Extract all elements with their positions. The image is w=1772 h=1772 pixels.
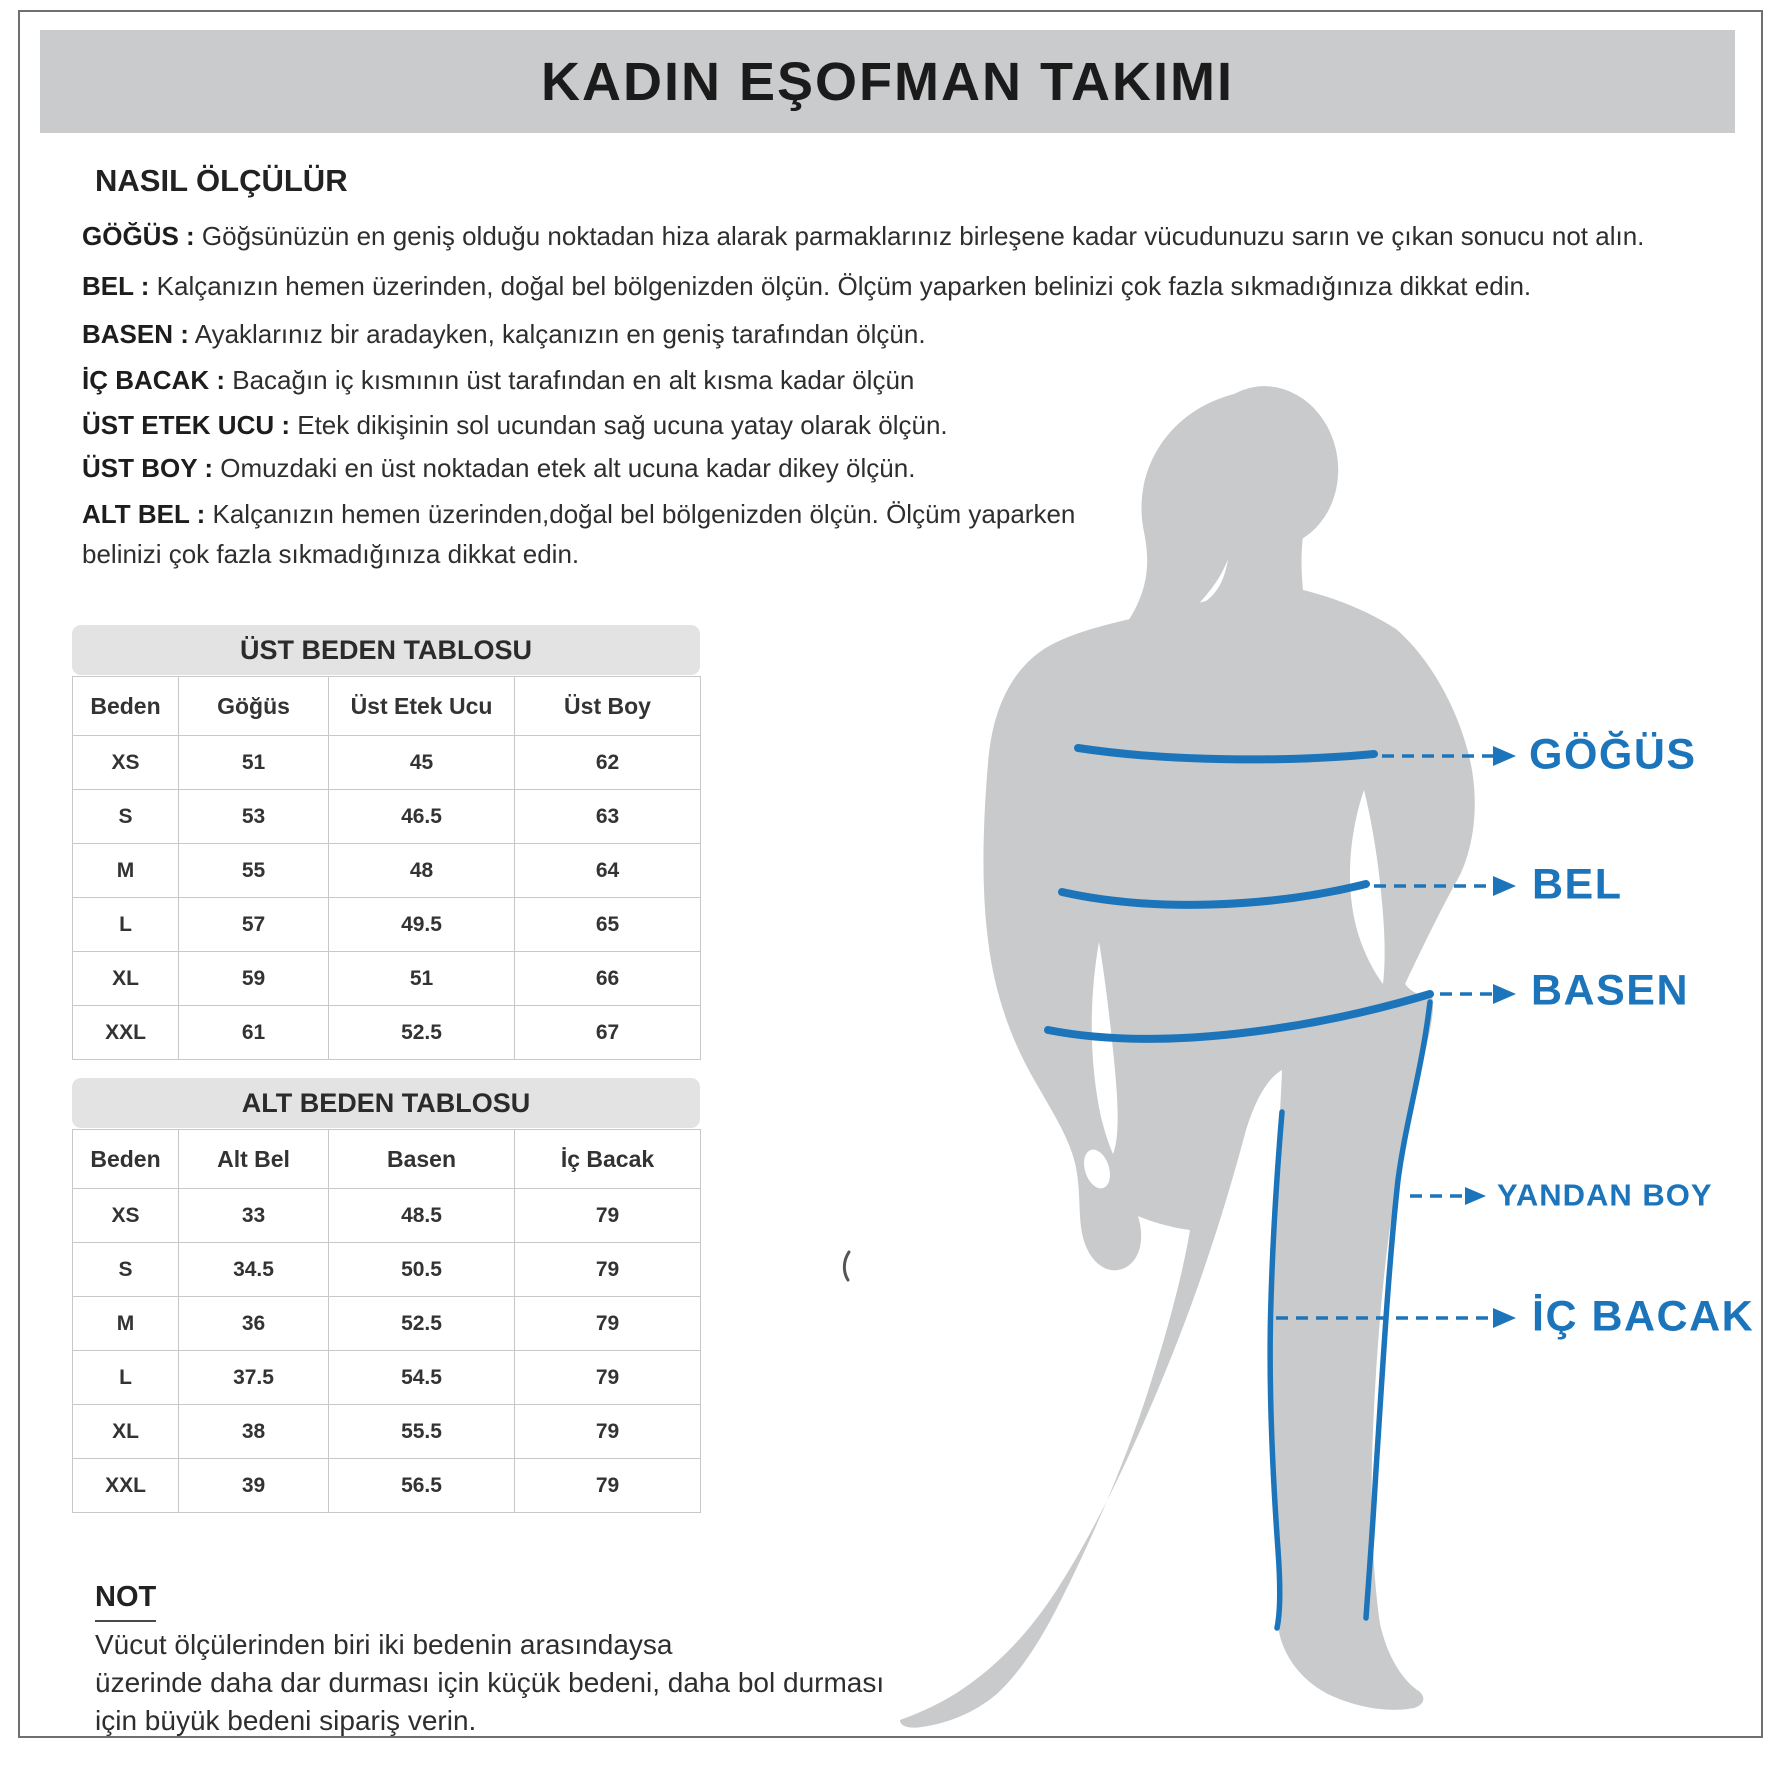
size-cell: S <box>73 790 179 844</box>
table-row <box>73 1006 701 1060</box>
value-cell: 46.5 <box>329 790 515 844</box>
size-cell: XL <box>73 1405 179 1459</box>
lower-size-table <box>72 1078 700 1513</box>
chest-label: GÖĞÜS <box>1529 730 1697 779</box>
size-cell: XS <box>73 736 179 790</box>
value-cell: 62 <box>515 736 701 790</box>
value-cell: 48.5 <box>329 1189 515 1243</box>
value-cell: 59 <box>179 952 329 1006</box>
measure-term: ALT BEL : <box>82 499 206 529</box>
value-cell: 55 <box>179 844 329 898</box>
value-cell: 34.5 <box>179 1243 329 1297</box>
inseam-label: İÇ BACAK <box>1532 1292 1755 1341</box>
table-row <box>73 1243 701 1297</box>
measure-definition <box>82 448 915 488</box>
value-cell: 51 <box>329 952 515 1006</box>
measure-definition <box>82 216 1644 256</box>
note-heading: NOT <box>95 1581 156 1622</box>
size-cell: L <box>73 1351 179 1405</box>
table-row <box>73 898 701 952</box>
column-header: Alt Bel <box>179 1130 329 1189</box>
size-cell: XXL <box>73 1006 179 1060</box>
size-cell: XXL <box>73 1459 179 1513</box>
value-cell: 39 <box>179 1459 329 1513</box>
value-cell: 38 <box>179 1405 329 1459</box>
table-row <box>73 1459 701 1513</box>
value-cell: 48 <box>329 844 515 898</box>
measure-term: ÜST BOY : <box>82 453 213 483</box>
measure-term: ÜST ETEK UCU : <box>82 410 290 440</box>
value-cell: 57 <box>179 898 329 952</box>
lower-size-grid <box>72 1129 701 1513</box>
value-cell: 67 <box>515 1006 701 1060</box>
hip-arrow-icon <box>1493 984 1516 1004</box>
value-cell: 64 <box>515 844 701 898</box>
value-cell: 45 <box>329 736 515 790</box>
table-row <box>73 1405 701 1459</box>
column-header: İç Bacak <box>515 1130 701 1189</box>
inseam-arrow-icon <box>1493 1308 1516 1328</box>
measure-term: GÖĞÜS : <box>82 221 195 251</box>
value-cell: 52.5 <box>329 1006 515 1060</box>
note-text <box>95 1626 1155 1740</box>
size-cell: M <box>73 1297 179 1351</box>
value-cell: 79 <box>515 1405 701 1459</box>
column-header: Basen <box>329 1130 515 1189</box>
upper-size-table <box>72 625 700 1060</box>
waist-arrow-icon <box>1493 876 1516 896</box>
measure-text: Kalçanızın hemen üzerinden, doğal bel bölgenizden ölçün. Ölçüm yaparken belinizi çok fazla sıkmadığınıza dikkat edin. <box>156 271 1532 301</box>
tick-mark <box>844 1252 849 1280</box>
page-title: KADIN EŞOFMAN TAKIMI <box>541 51 1234 112</box>
measure-text: Göğsünüzün en geniş olduğu noktadan hiza alarak parmaklarınız birleşene kadar vücudunuzu sarın ve çıkan sonucu not alın. <box>201 221 1645 251</box>
value-cell: 79 <box>515 1243 701 1297</box>
measure-definition <box>82 266 1531 306</box>
table-row <box>73 736 701 790</box>
column-header: Üst Etek Ucu <box>329 677 515 736</box>
value-cell: 51 <box>179 736 329 790</box>
value-cell: 79 <box>515 1351 701 1405</box>
table-row <box>73 952 701 1006</box>
measure-text: Etek dikişinin sol ucundan sağ ucuna yatay olarak ölçün. <box>297 410 948 440</box>
table-row <box>73 1351 701 1405</box>
value-cell: 53 <box>179 790 329 844</box>
size-cell: XL <box>73 952 179 1006</box>
value-cell: 63 <box>515 790 701 844</box>
size-cell: S <box>73 1243 179 1297</box>
value-cell: 61 <box>179 1006 329 1060</box>
note-line: Vücut ölçülerinden biri iki bedenin arasındaysa <box>95 1629 673 1660</box>
note-line: üzerinde daha dar durması için küçük bedeni, daha bol durması <box>95 1667 885 1698</box>
measure-text: Omuzdaki en üst noktadan etek alt ucuna kadar dikey ölçün. <box>220 453 916 483</box>
side-arrow-icon <box>1465 1187 1486 1205</box>
note-line: için büyük bedeni sipariş verin. <box>95 1705 477 1736</box>
value-cell: 79 <box>515 1297 701 1351</box>
column-header: Beden <box>73 1130 179 1189</box>
upper-size-table-title: ÜST BEDEN TABLOSU <box>72 625 700 675</box>
title-banner <box>40 30 1735 133</box>
value-cell: 37.5 <box>179 1351 329 1405</box>
size-cell: XS <box>73 1189 179 1243</box>
value-cell: 79 <box>515 1189 701 1243</box>
table-row <box>73 1189 701 1243</box>
measure-term: BEL : <box>82 271 150 301</box>
value-cell: 66 <box>515 952 701 1006</box>
lower-size-table-title: ALT BEDEN TABLOSU <box>72 1078 700 1128</box>
measure-term: BASEN : <box>82 319 189 349</box>
table-row <box>73 790 701 844</box>
value-cell: 36 <box>179 1297 329 1351</box>
size-cell: M <box>73 844 179 898</box>
value-cell: 50.5 <box>329 1243 515 1297</box>
table-row <box>73 844 701 898</box>
measure-definition <box>82 314 926 354</box>
measure-term: İÇ BACAK : <box>82 365 225 395</box>
table-header-row <box>73 1130 701 1189</box>
how-to-measure-heading: NASIL ÖLÇÜLÜR <box>95 163 348 198</box>
silhouette-body <box>900 536 1475 1728</box>
value-cell: 79 <box>515 1459 701 1513</box>
value-cell: 55.5 <box>329 1405 515 1459</box>
upper-size-grid <box>72 676 701 1060</box>
measure-definition <box>82 360 914 400</box>
value-cell: 33 <box>179 1189 329 1243</box>
value-cell: 49.5 <box>329 898 515 952</box>
table-header-row <box>73 677 701 736</box>
measure-text: Bacağın iç kısmının üst tarafından en alt kısma kadar ölçün <box>232 365 915 395</box>
value-cell: 54.5 <box>329 1351 515 1405</box>
column-header: Üst Boy <box>515 677 701 736</box>
value-cell: 52.5 <box>329 1297 515 1351</box>
side-length-label: YANDAN BOY <box>1497 1177 1713 1213</box>
table-row <box>73 1297 701 1351</box>
measure-text: Ayaklarınız bir aradayken, kalçanızın en geniş tarafından ölçün. <box>194 319 926 349</box>
column-header: Beden <box>73 677 179 736</box>
column-header: Göğüs <box>179 677 329 736</box>
measure-text: Kalçanızın hemen üzerinden,doğal bel bölgenizden ölçün. Ölçüm yaparken belinizi çok fazla sıkmadığınıza dikkat edin. <box>82 499 1076 569</box>
value-cell: 65 <box>515 898 701 952</box>
body-measurement-diagram <box>830 330 1770 1770</box>
size-cell: L <box>73 898 179 952</box>
chest-arrow-icon <box>1493 746 1516 766</box>
waist-label: BEL <box>1532 860 1623 909</box>
hip-label: BASEN <box>1531 966 1690 1015</box>
value-cell: 56.5 <box>329 1459 515 1513</box>
measure-definition <box>82 405 948 445</box>
